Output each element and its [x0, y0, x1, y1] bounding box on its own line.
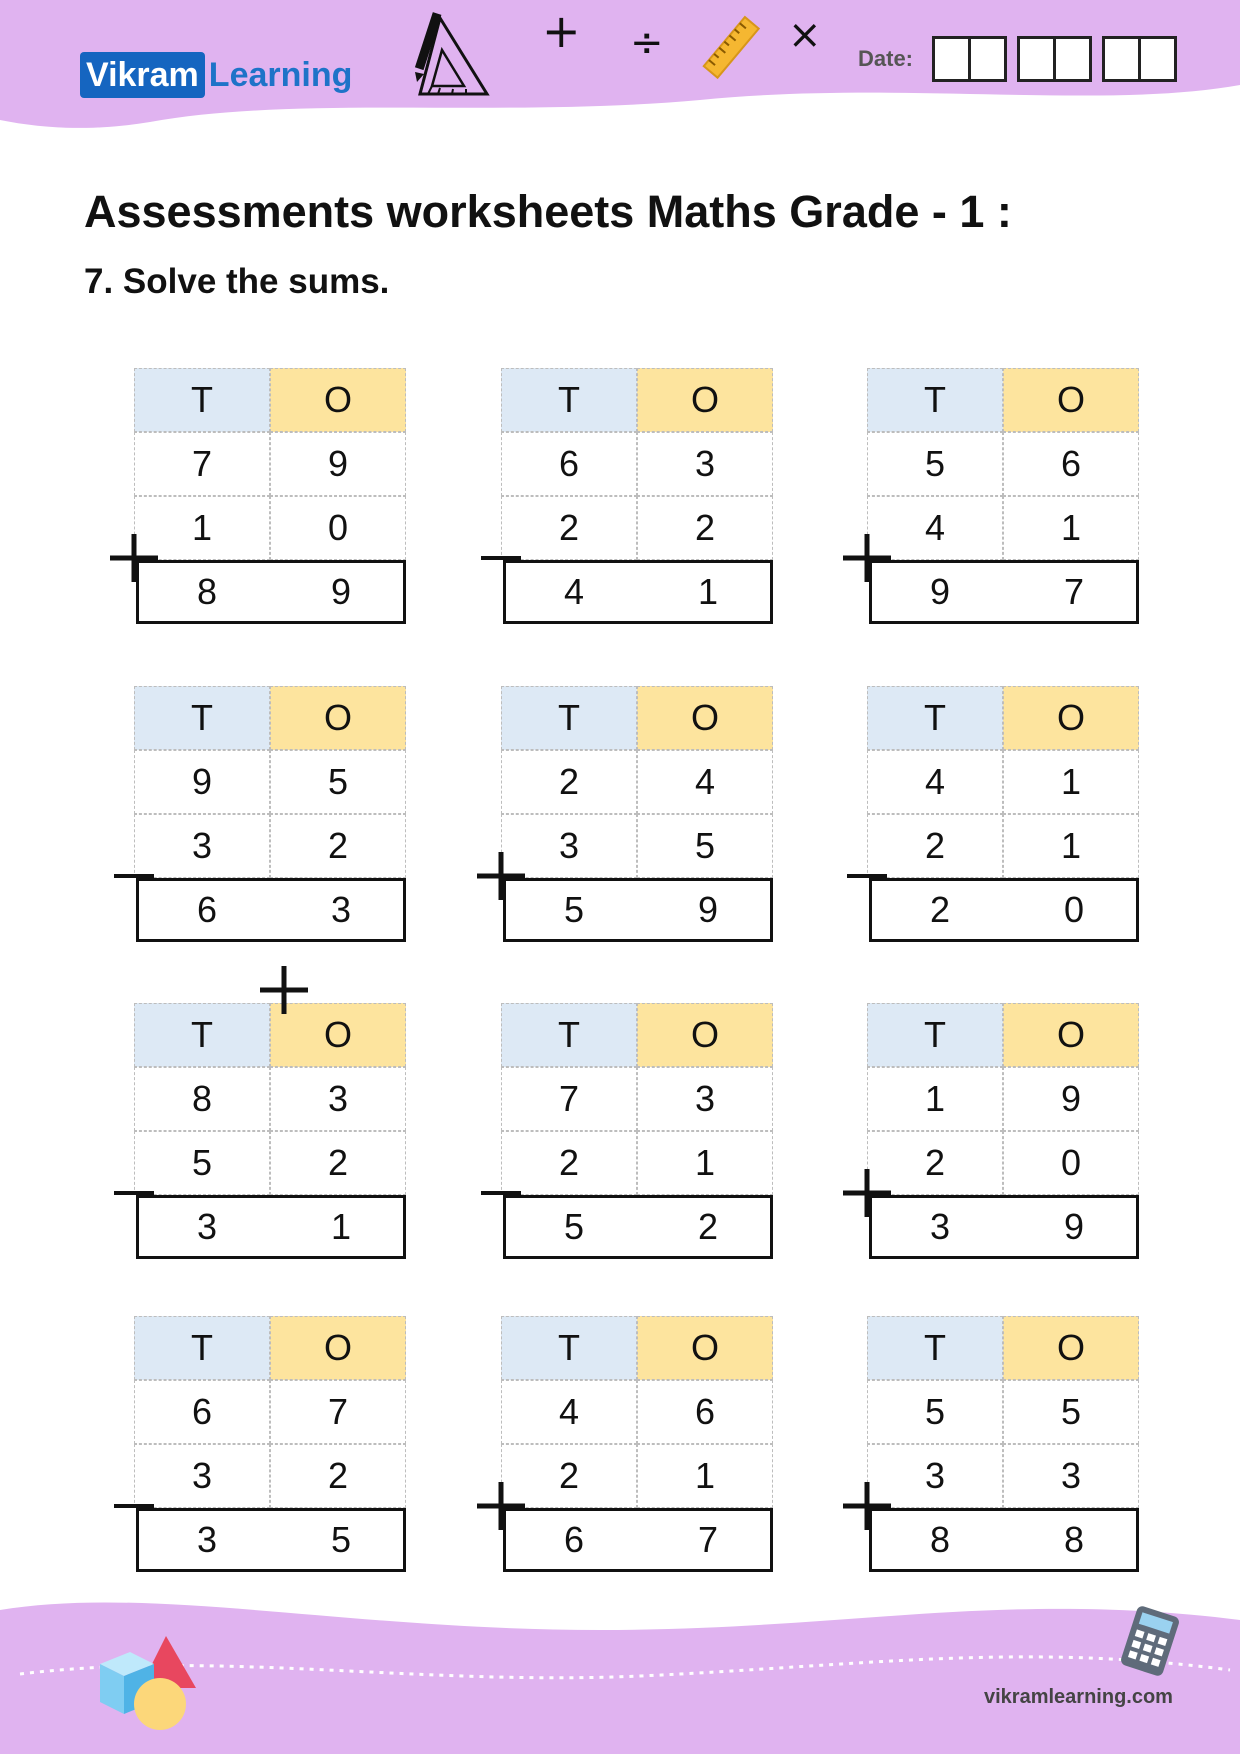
top-tens-digit: 7 — [501, 1067, 637, 1131]
top-ones-digit: 5 — [1003, 1380, 1139, 1444]
plus-operator-icon — [837, 528, 897, 588]
ones-header: O — [270, 368, 406, 432]
top-ones-digit: 9 — [1003, 1067, 1139, 1131]
answer-box[interactable] — [869, 878, 1139, 942]
bottom-ones-digit: 1 — [1003, 814, 1139, 878]
answer-ones-digit: 1 — [330, 1206, 352, 1247]
top-ones-digit: 7 — [270, 1380, 406, 1444]
answer-box[interactable] — [136, 1508, 406, 1572]
answer-ones-digit: 9 — [330, 571, 352, 612]
tens-header: T — [867, 368, 1003, 432]
top-tens-digit: 7 — [134, 432, 270, 496]
bottom-ones-digit: 2 — [270, 1444, 406, 1508]
bottom-ones-digit: 1 — [1003, 496, 1139, 560]
minus-operator-icon — [104, 846, 164, 906]
top-tens-digit: 6 — [134, 1380, 270, 1444]
answer-ones-digit: 8 — [1063, 1519, 1085, 1560]
bottom-ones-digit: 1 — [637, 1131, 773, 1195]
ruler-icon — [700, 14, 764, 82]
plus-symbol: + — [542, 4, 581, 58]
ones-header: O — [637, 1003, 773, 1067]
place-value-grid — [501, 368, 773, 560]
place-value-grid — [867, 368, 1139, 560]
top-tens-digit: 2 — [501, 750, 637, 814]
top-ones-digit: 4 — [637, 750, 773, 814]
date-day-boxes[interactable] — [932, 36, 1007, 82]
bottom-ones-digit: 0 — [270, 496, 406, 560]
tens-header: T — [134, 1003, 270, 1067]
minus-operator-icon — [104, 1476, 164, 1536]
answer-ones-digit: 7 — [1063, 571, 1085, 612]
top-ones-digit: 3 — [637, 432, 773, 496]
sum-problem — [501, 368, 773, 624]
answer-box[interactable] — [869, 1508, 1139, 1572]
brand-logo[interactable] — [80, 50, 352, 100]
place-value-grid — [501, 1003, 773, 1195]
place-value-grid — [501, 1316, 773, 1508]
answer-ones-digit: 7 — [697, 1519, 719, 1560]
bottom-tens-digit: 2 — [867, 814, 1003, 878]
answer-tens-digit: 3 — [196, 1206, 218, 1247]
plus-operator-icon — [837, 1163, 897, 1223]
tens-header: T — [134, 368, 270, 432]
answer-ones-digit: 0 — [1063, 889, 1085, 930]
bottom-ones-digit: 2 — [637, 496, 773, 560]
answer-tens-digit: 6 — [563, 1519, 585, 1560]
minus-operator-icon — [471, 528, 531, 588]
top-tens-digit: 5 — [867, 432, 1003, 496]
divide-symbol: ÷ — [630, 20, 664, 66]
ones-header: O — [1003, 686, 1139, 750]
top-tens-digit: 9 — [134, 750, 270, 814]
answer-tens-digit: 9 — [929, 571, 951, 612]
plus-operator-icon — [471, 846, 531, 906]
sum-problem — [501, 1316, 773, 1572]
answer-ones-digit: 9 — [1063, 1206, 1085, 1247]
place-value-grid — [867, 1316, 1139, 1508]
top-tens-digit: 1 — [867, 1067, 1003, 1131]
ones-header: O — [270, 1003, 406, 1067]
answer-tens-digit: 3 — [196, 1519, 218, 1560]
sum-problem — [867, 1003, 1139, 1259]
date-year-boxes[interactable] — [1102, 36, 1177, 82]
stray-plus-mark — [256, 962, 312, 1018]
ones-header: O — [270, 1316, 406, 1380]
answer-tens-digit: 2 — [929, 889, 951, 930]
tens-header: T — [134, 1316, 270, 1380]
bottom-tens-digit: 1 — [134, 496, 270, 560]
date-month-boxes[interactable] — [1017, 36, 1092, 82]
tens-header: T — [867, 1003, 1003, 1067]
tens-header: T — [501, 1316, 637, 1380]
brand-logo-learning: Learning — [208, 55, 353, 94]
date-boxes[interactable] — [932, 36, 1177, 82]
minus-operator-icon — [104, 1163, 164, 1223]
answer-ones-digit: 1 — [697, 571, 719, 612]
answer-tens-digit: 6 — [196, 889, 218, 930]
answer-tens-digit: 5 — [563, 889, 585, 930]
bottom-ones-digit: 0 — [1003, 1131, 1139, 1195]
answer-box[interactable] — [136, 1195, 406, 1259]
ones-header: O — [637, 368, 773, 432]
sum-problem — [501, 686, 773, 942]
footer-url[interactable]: vikramlearning.com — [984, 1686, 1173, 1708]
minus-operator-icon — [471, 1163, 531, 1223]
answer-tens-digit: 8 — [196, 571, 218, 612]
top-tens-digit: 8 — [134, 1067, 270, 1131]
bottom-tens-digit: 3 — [134, 814, 270, 878]
answer-tens-digit: 8 — [929, 1519, 951, 1560]
tens-header: T — [501, 686, 637, 750]
sum-problem — [867, 686, 1139, 942]
bottom-tens-digit: 3 — [501, 814, 637, 878]
tens-header: T — [501, 1003, 637, 1067]
minus-operator-icon — [837, 846, 897, 906]
answer-ones-digit: 3 — [330, 889, 352, 930]
sum-problem — [134, 368, 406, 624]
sum-problem — [501, 1003, 773, 1259]
bottom-tens-digit: 2 — [501, 496, 637, 560]
place-value-grid — [134, 1003, 406, 1195]
times-symbol: × — [788, 12, 822, 58]
place-value-grid — [501, 686, 773, 878]
cube-cone-sphere-icon — [92, 1634, 204, 1734]
plus-operator-icon — [837, 1476, 897, 1536]
answer-box[interactable] — [136, 878, 406, 942]
bottom-tens-digit: 2 — [501, 1444, 637, 1508]
page-title: Assessments worksheets Maths Grade - 1 : — [84, 186, 1012, 237]
bottom-tens-digit: 5 — [134, 1131, 270, 1195]
tens-header: T — [867, 686, 1003, 750]
calculator-icon — [1120, 1606, 1180, 1676]
top-tens-digit: 6 — [501, 432, 637, 496]
bottom-tens-digit: 2 — [867, 1131, 1003, 1195]
sum-problem — [867, 1316, 1139, 1572]
place-value-grid — [867, 686, 1139, 878]
plus-operator-icon — [471, 1476, 531, 1536]
bottom-tens-digit: 2 — [501, 1131, 637, 1195]
bottom-ones-digit: 3 — [1003, 1444, 1139, 1508]
tens-header: T — [867, 1316, 1003, 1380]
tens-header: T — [501, 368, 637, 432]
answer-box[interactable] — [869, 1195, 1139, 1259]
bottom-ones-digit: 5 — [637, 814, 773, 878]
answer-box[interactable] — [503, 1508, 773, 1572]
place-value-grid — [134, 368, 406, 560]
plus-operator-icon — [104, 528, 164, 588]
date-label: Date: — [858, 46, 914, 71]
answer-ones-digit: 2 — [697, 1206, 719, 1247]
ones-header: O — [1003, 368, 1139, 432]
bottom-tens-digit: 3 — [134, 1444, 270, 1508]
brand-logo-vikram: Vikram — [80, 52, 205, 98]
place-value-grid — [134, 1316, 406, 1508]
sum-problem — [134, 686, 406, 942]
answer-box[interactable] — [503, 1195, 773, 1259]
set-square-pencil-icon — [412, 10, 492, 96]
sum-problem — [134, 1316, 406, 1572]
bottom-ones-digit: 2 — [270, 1131, 406, 1195]
top-ones-digit: 6 — [1003, 432, 1139, 496]
ones-header: O — [1003, 1003, 1139, 1067]
top-ones-digit: 1 — [1003, 750, 1139, 814]
answer-box[interactable] — [503, 878, 773, 942]
answer-box[interactable] — [503, 560, 773, 624]
answer-ones-digit: 5 — [330, 1519, 352, 1560]
top-ones-digit: 3 — [270, 1067, 406, 1131]
answer-tens-digit: 4 — [563, 571, 585, 612]
sum-problem — [867, 368, 1139, 624]
answer-tens-digit: 5 — [563, 1206, 585, 1247]
answer-ones-digit: 9 — [697, 889, 719, 930]
tens-header: T — [134, 686, 270, 750]
ones-header: O — [270, 686, 406, 750]
sum-problem — [134, 1003, 406, 1259]
bottom-ones-digit: 2 — [270, 814, 406, 878]
top-tens-digit: 4 — [867, 750, 1003, 814]
bottom-ones-digit: 1 — [637, 1444, 773, 1508]
place-value-grid — [134, 686, 406, 878]
top-tens-digit: 5 — [867, 1380, 1003, 1444]
top-ones-digit: 9 — [270, 432, 406, 496]
ones-header: O — [637, 686, 773, 750]
top-tens-digit: 4 — [501, 1380, 637, 1444]
ones-header: O — [637, 1316, 773, 1380]
bottom-tens-digit: 3 — [867, 1444, 1003, 1508]
ones-header: O — [1003, 1316, 1139, 1380]
bottom-tens-digit: 4 — [867, 496, 1003, 560]
place-value-grid — [867, 1003, 1139, 1195]
instruction: 7. Solve the sums. — [84, 262, 390, 301]
top-ones-digit: 6 — [637, 1380, 773, 1444]
answer-box[interactable] — [136, 560, 406, 624]
top-ones-digit: 3 — [637, 1067, 773, 1131]
answer-tens-digit: 3 — [929, 1206, 951, 1247]
answer-box[interactable] — [869, 560, 1139, 624]
top-ones-digit: 5 — [270, 750, 406, 814]
